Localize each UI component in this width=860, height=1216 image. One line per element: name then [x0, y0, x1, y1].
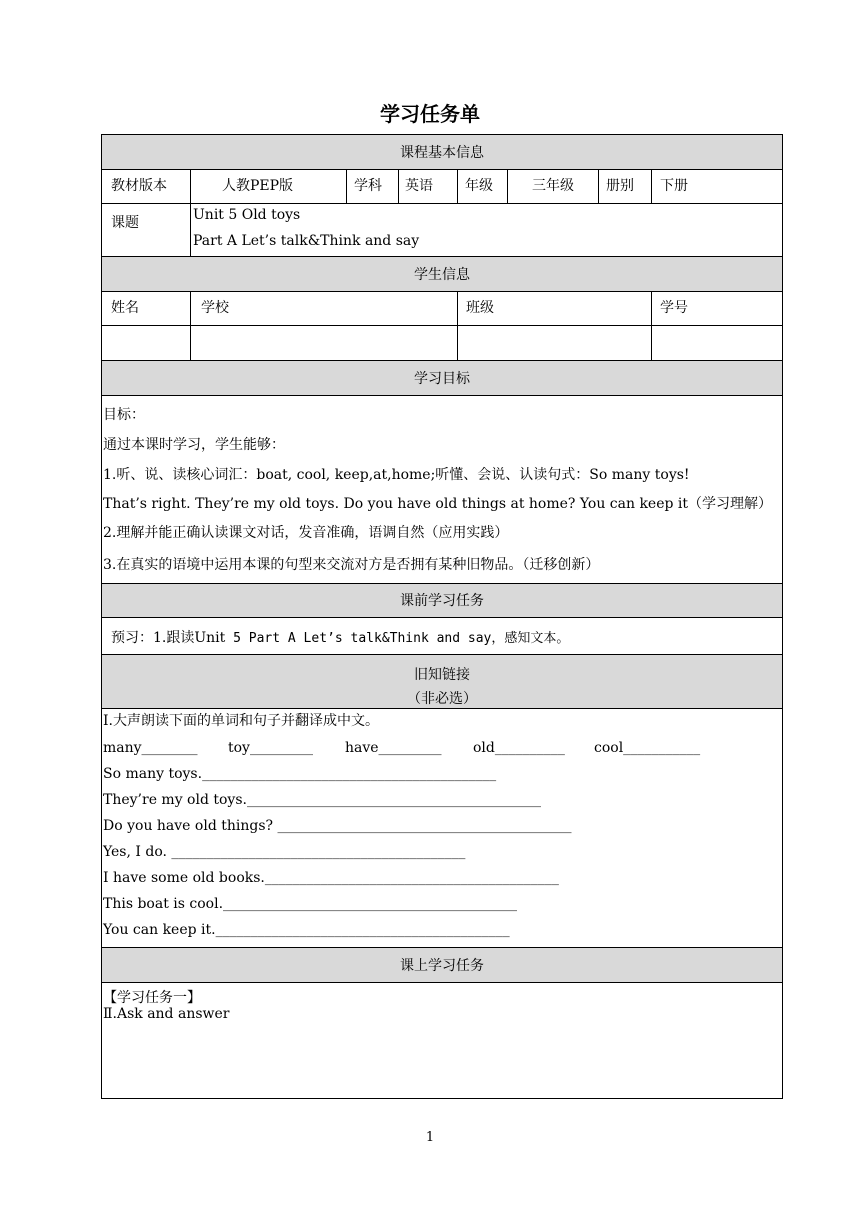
- sentence-blank: Yes, I do. __________________________________________: [103, 844, 466, 860]
- pre-tasks-header: [101, 583, 783, 618]
- page-number: 1: [425, 1130, 435, 1145]
- goal-line: 目标：: [103, 407, 145, 423]
- task1-title: 【学习任务一】: [103, 990, 201, 1006]
- subject-value-text: 英语: [405, 178, 433, 194]
- page-title: 学习任务单: [380, 102, 480, 126]
- volume-label: [599, 170, 652, 203]
- class-field[interactable]: [458, 326, 652, 360]
- school-label: [191, 292, 458, 325]
- edition-label-text: 教材版本: [111, 178, 167, 194]
- edition-value-text: 人教PEP版: [222, 178, 294, 194]
- topic-line2-text: Part A Let’s talk&Think and say: [193, 233, 420, 249]
- course-info-header-text: 课程基本信息: [400, 145, 484, 161]
- sentence-blank: This boat is cool.__________________________________________: [103, 896, 518, 912]
- sentence-blank: Do you have old things? __________________________________________: [103, 818, 572, 834]
- student-info-header-text: 学生信息: [414, 267, 470, 283]
- class-label: [458, 292, 652, 325]
- goals-header-text: 学习目标: [414, 371, 470, 387]
- topic-label-text: 课题: [111, 215, 139, 231]
- school-label-text: 学校: [201, 300, 229, 316]
- goal-line: 通过本课时学习，学生能够：: [103, 437, 285, 453]
- name-label-text: 姓名: [111, 300, 139, 316]
- class-tasks-body: [101, 982, 783, 1099]
- name-label: [102, 292, 191, 325]
- edition-label: [102, 170, 191, 203]
- prior-knowledge-title: 旧知链接: [414, 667, 470, 683]
- word-blank: cool___________: [594, 740, 701, 756]
- goal-line: 3.在真实的语境中运用本课的句型来交流对方是否拥有某种旧物品。（迁移创新）: [103, 557, 600, 573]
- sentence-blank: So many toys.__________________________________________: [103, 766, 497, 782]
- topic-label: [102, 204, 191, 256]
- subject-label: [347, 170, 399, 203]
- task1-item: Ⅱ.Ask and answer: [103, 1006, 230, 1022]
- course-info-row: [101, 169, 783, 204]
- sentence-blank: I have some old books.__________________________________________: [103, 870, 559, 886]
- course-info-header: [101, 134, 783, 170]
- class-label-text: 班级: [466, 300, 494, 316]
- id-label: [652, 292, 782, 325]
- word-blank: toy_________: [228, 740, 313, 756]
- class-tasks-header: [101, 947, 783, 983]
- id-label-text: 学号: [660, 300, 688, 316]
- grade-label: [458, 170, 508, 203]
- pre-tasks-text: [111, 627, 569, 647]
- pre-tasks-detail: 5 Part A Let’s talk&Think and say，感知文本。: [225, 631, 570, 646]
- volume-value-text: 下册: [660, 178, 688, 194]
- goals-header: [101, 360, 783, 396]
- student-labels-row: [101, 291, 783, 326]
- pre-tasks-prefix: 预习：1.跟读Unit: [111, 630, 226, 646]
- topic-line1-text: Unit 5 Old toys: [193, 207, 301, 223]
- volume-label-text: 册别: [606, 178, 634, 194]
- goal-line: That’s right. They’re my old toys. Do you have old things at home? You can keep it（学习理解）: [103, 496, 773, 512]
- name-field[interactable]: [102, 326, 191, 360]
- subject-value: [399, 170, 458, 203]
- grade-value-text: 三年级: [532, 178, 574, 194]
- prior-knowledge-instruction: I.大声朗读下面的单词和句子并翻译成中文。: [103, 713, 379, 729]
- student-blank-row: [101, 325, 783, 361]
- volume-value: [652, 170, 782, 203]
- goal-line: 1.听、说、读核心词汇：boat, cool, keep,at,home;听懂、会说、认读句式：So many toys!: [103, 467, 690, 483]
- prior-knowledge-header: [101, 654, 783, 709]
- word-blank: old__________: [473, 740, 565, 756]
- topic-line1: [193, 207, 300, 223]
- prior-knowledge-subtitle: （非必选）: [407, 691, 477, 707]
- id-field[interactable]: [652, 326, 782, 360]
- topic-row: [101, 203, 783, 257]
- class-tasks-header-text: 课上学习任务: [400, 958, 484, 974]
- edition-value: [191, 170, 347, 203]
- grade-label-text: 年级: [465, 178, 493, 194]
- student-info-header: [101, 256, 783, 292]
- subject-label-text: 学科: [354, 178, 382, 194]
- word-blank: many________: [103, 740, 198, 756]
- grade-value: [508, 170, 599, 203]
- sentence-blank: They’re my old toys.__________________________________________: [103, 792, 541, 808]
- school-field[interactable]: [191, 326, 458, 360]
- topic-line2: [193, 233, 419, 249]
- sentence-blank: You can keep it.__________________________________________: [103, 922, 510, 938]
- word-blank: have_________: [345, 740, 442, 756]
- pre-tasks-header-text: 课前学习任务: [400, 593, 484, 609]
- goal-line: 2.理解并能正确认读课文对话，发音准确，语调自然（应用实践）: [103, 525, 509, 541]
